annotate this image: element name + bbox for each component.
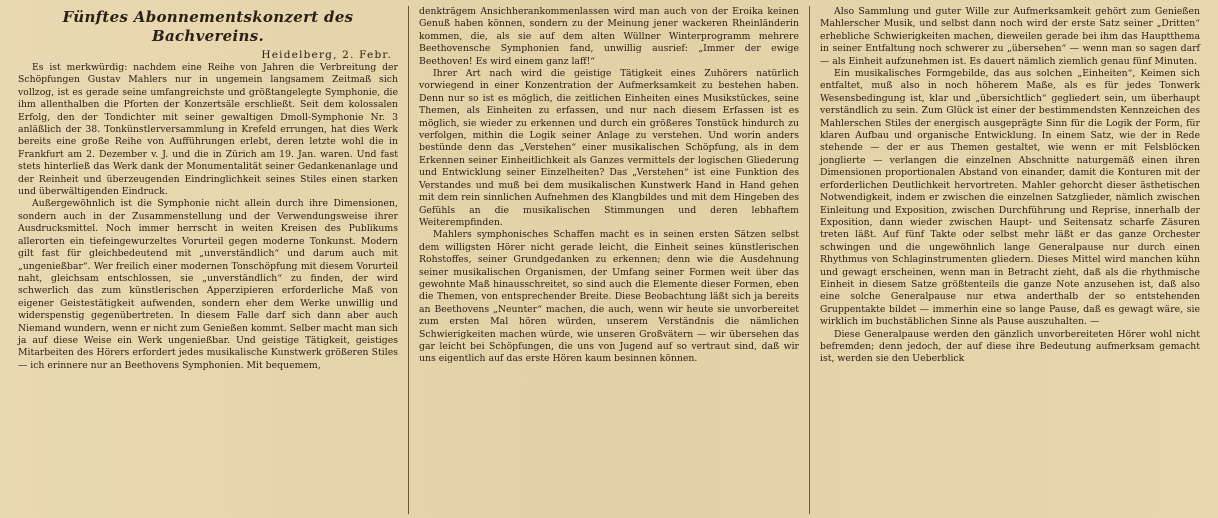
column-3 [809, 6, 1210, 514]
paragraph: Also Sammlung und guter Wille zur Aufmerksamkeit gehört zum Genießen Mahlerscher Musik, und selbst dann noch wird der erste Satz seiner „Dritten“ erhebliche Schwierigkeiten machen, dieweilen gerade bei ihm das Hauptthema in seiner Entfaltung noch schwerer zu „übersehen“ — wenn man so sagen darf — als Einheit aufzunehmen ist. Es dauert nämlich ziemlich genau fünf Minuten. [820, 6, 1200, 67]
paragraph: Ihrer Art nach wird die geistige Tätigkeit eines Zuhörers natürlich vorwiegend in einer Konzentration der Aufmerksamkeit zu bestehen haben. Denn nur so ist es möglich, die zeitlichen Einheiten eines Musikstückes, seine Themen, als Einheiten zu erfassen, und nur nach diesem Erfassen ist es möglich, sie wieder zu erkennen und durch ein größeres Tonstück hindurch zu verfolgen, mithin die Logik seiner Anlage zu verstehen. Und worin anders bestünde denn das „Verstehen“ einer musikalischen Schöpfung, als in dem Erkennen seiner Einheitlichkeit als Ganzes vermittels der logischen Gliederung und Entwicklung seiner Einzelheiten? Das „Verstehen“ ist eine Funktion des Verstandes und muß bei dem musikalischen Kunstwerk Hand in Hand gehen mit dem rein sinnlichen Aufnehmen des Klangbildes und mit dem Hingeben des Gefühls an die musikalischen Stimmungen und deren lebhaftem Weiterempfinden. [419, 68, 799, 228]
article-title: Fünftes Abonnementskonzert des Bachvereins. [62, 8, 354, 45]
dateline: Heidelberg, 2. Febr. [261, 49, 392, 61]
paragraph: Ein musikalisches Formgebilde, das aus solchen „Einheiten“, Keimen sich entfaltet, muß also in noch höherem Maße, als es für jedes Tonwerk Wesensbedingung ist, klar und „übersichtlich“ gegliedert sein, um überhaupt verständlich zu sein. Zum Glück ist einer der bestimmendsten Kennzeichen des Mahlerschen Stiles der energisch ausgeprägte Sinn für die Logik der Form, für klaren Aufbau und organische Entwicklung. In einem Satz, wie der in Rede stehende — der er aus Themen gestaltet, wie wenn er mit Felsblöcken jonglierte — verlangen die einzelnen Abschnitte naturgemäß einen ihren Dimensionen proportionalen Abstand von einander, damit die Konturen mit der erforderlichen Deutlichkeit hervortreten. Mahler gehorcht dieser ästhetischen Notwendigkeit, indem er zwischen die einzelnen Satzglieder, nämlich zwischen Einleitung und Exposition, zwischen Durchführung und Reprise, innerhalb der Exposition, dann wieder zwischen Haupt- und Seitensatz scharfe Zäsuren treten läßt. Auf fünf Takte oder selbst mehr läßt er das ganze Orchester schwingen und die ungewöhnlich lange Generalpause nur durch einen Rhythmus von Schlaginstrumenten gliedern. Dieses Mittel wird manchen kühn und gewagt erscheinen, wenn man in Betracht zieht, daß als die rhythmische Einheit in diesem Satze größtenteils die ganze Note anzusehen ist, daß also eine solche Generalpause nur etwa anderthalb der so entstehenden Gruppentakte bildet — immerhin eine so lange Pause, daß es gewagt wäre, sie wirklich im buchstäblichen Sinne als Pause auszuhalten. — [820, 68, 1200, 328]
paragraph: Außergewöhnlich ist die Symphonie nicht allein durch ihre Dimensionen, sondern auch in der Zusammenstellung und der Verwendungsweise ihrer Ausdrucksmittel. Noch immer herrscht in weiten Kreisen des Publikums allerorten ein tiefeingewurzeltes Vorurteil gegen moderne Tonkunst. Modern gilt fast für gleichbedeutend mit „unverständlich“ und darum auch mit „ungenießbar“. Wer freilich einer modernen Tonschöpfung mit diesem Vorurteil naht, gleichsam entschlossen, sie „unverständlich“ zu finden, der wird schwerlich das zum künstlerischen Apperzipieren erforderliche Maß von eigener Geistestätigkeit aufwenden, sondern eher dem Werke unwillig und widerspenstig gegenübertreten. In diesem Falle darf sich dann aber auch Niemand wundern, wenn er nicht zum Genießen kommt. Selber macht man sich ja auf diese Weise ein Werk ungenießbar. Und geistige Tätigkeit, geistiges Mitarbeiten des Hörers erfordert jedes musikalische Kunstwerk größeren Stiles — ich erinnere nur an Beethovens Symphonien. Mit bequemem, [18, 198, 398, 371]
paragraph: Es ist merkwürdig: nachdem eine Reihe von Jahren die Verbreitung der Schöpfungen Gustav Mahlers nur in ungemein langsamem Zeitmaß sich vollzog, ist es gerade seine umfangreichste und größtangelegte Symphonie, die ihm allenthalben die Pforten der Konzertsäle erschließt. Seit dem kolossalen Erfolg, den der Tondichter mit seiner gewaltigen Dmoll-Symphonie Nr. 3 anläßlich der 38. Tonkünstlerversammlung in Krefeld errungen, hat dies Werk bereits eine große Reihe von Aufführungen erlebt, deren letzte wohl die in Frankfurt am 2. Dezember v. J. und die in Zürich am 19. Jan. waren. Und fast stets hinterließ das Werk dank der Monumentalität seiner Gedankenanlage und der Reinheit und überzeugenden Eindringlichkeit seines Stiles einen starken und überwältigenden Eindruck. [18, 62, 398, 198]
column-2 [408, 6, 809, 514]
paragraph: Mahlers symphonisches Schaffen macht es in seinen ersten Sätzen selbst dem willigsten Hörer nicht gerade leicht, die Einheit seines künstlerischen Rohstoffes, seiner Grundgedanken zu erkennen; denn wie die Ausdehnung seiner musikalischen Organismen, der Umfang seiner Formen weit über das gewohnte Maß hinausschreitet, so sind auch die Elemente dieser Formen, eben die Themen, von entsprechender Breite. Diese Beobachtung läßt sich ja bereits an Beethovens „Neunter“ machen, die auch, wenn wir heute sie unvorbereitet zum ersten Mal hören würden, unserem Verständnis die nämlichen Schwierigkeiten machen würde, wie unseren Großvätern — wir übersehen das gar leicht bei Schöpfungen, die uns von Jugend auf so vertraut sind, daß wir uns eigentlich auf das erste Hören kaum besinnen können. [419, 229, 799, 365]
paragraph: Diese Generalpause werden den gänzlich unvorbereiteten Hörer wohl nicht befremden; denn jedoch, der auf diese ihre Bedeutung aufmerksam gemacht ist, werden sie den Ueberblick [820, 328, 1200, 365]
column-1 [8, 6, 408, 514]
paragraph: denkträgem Ansichherankommenlassen wird man auch von der Eroika keinen Genuß haben können, sondern zu der Meinung jener wackeren Rheinländerin kommen, die, als sie auf dem alten Wüllner Winterprogramm mehrere Beethovensche Symphonien fand, unwillig ausrief: „Immer der ewige Beethoven! Es wird einem ganz laff!“ [419, 6, 799, 67]
